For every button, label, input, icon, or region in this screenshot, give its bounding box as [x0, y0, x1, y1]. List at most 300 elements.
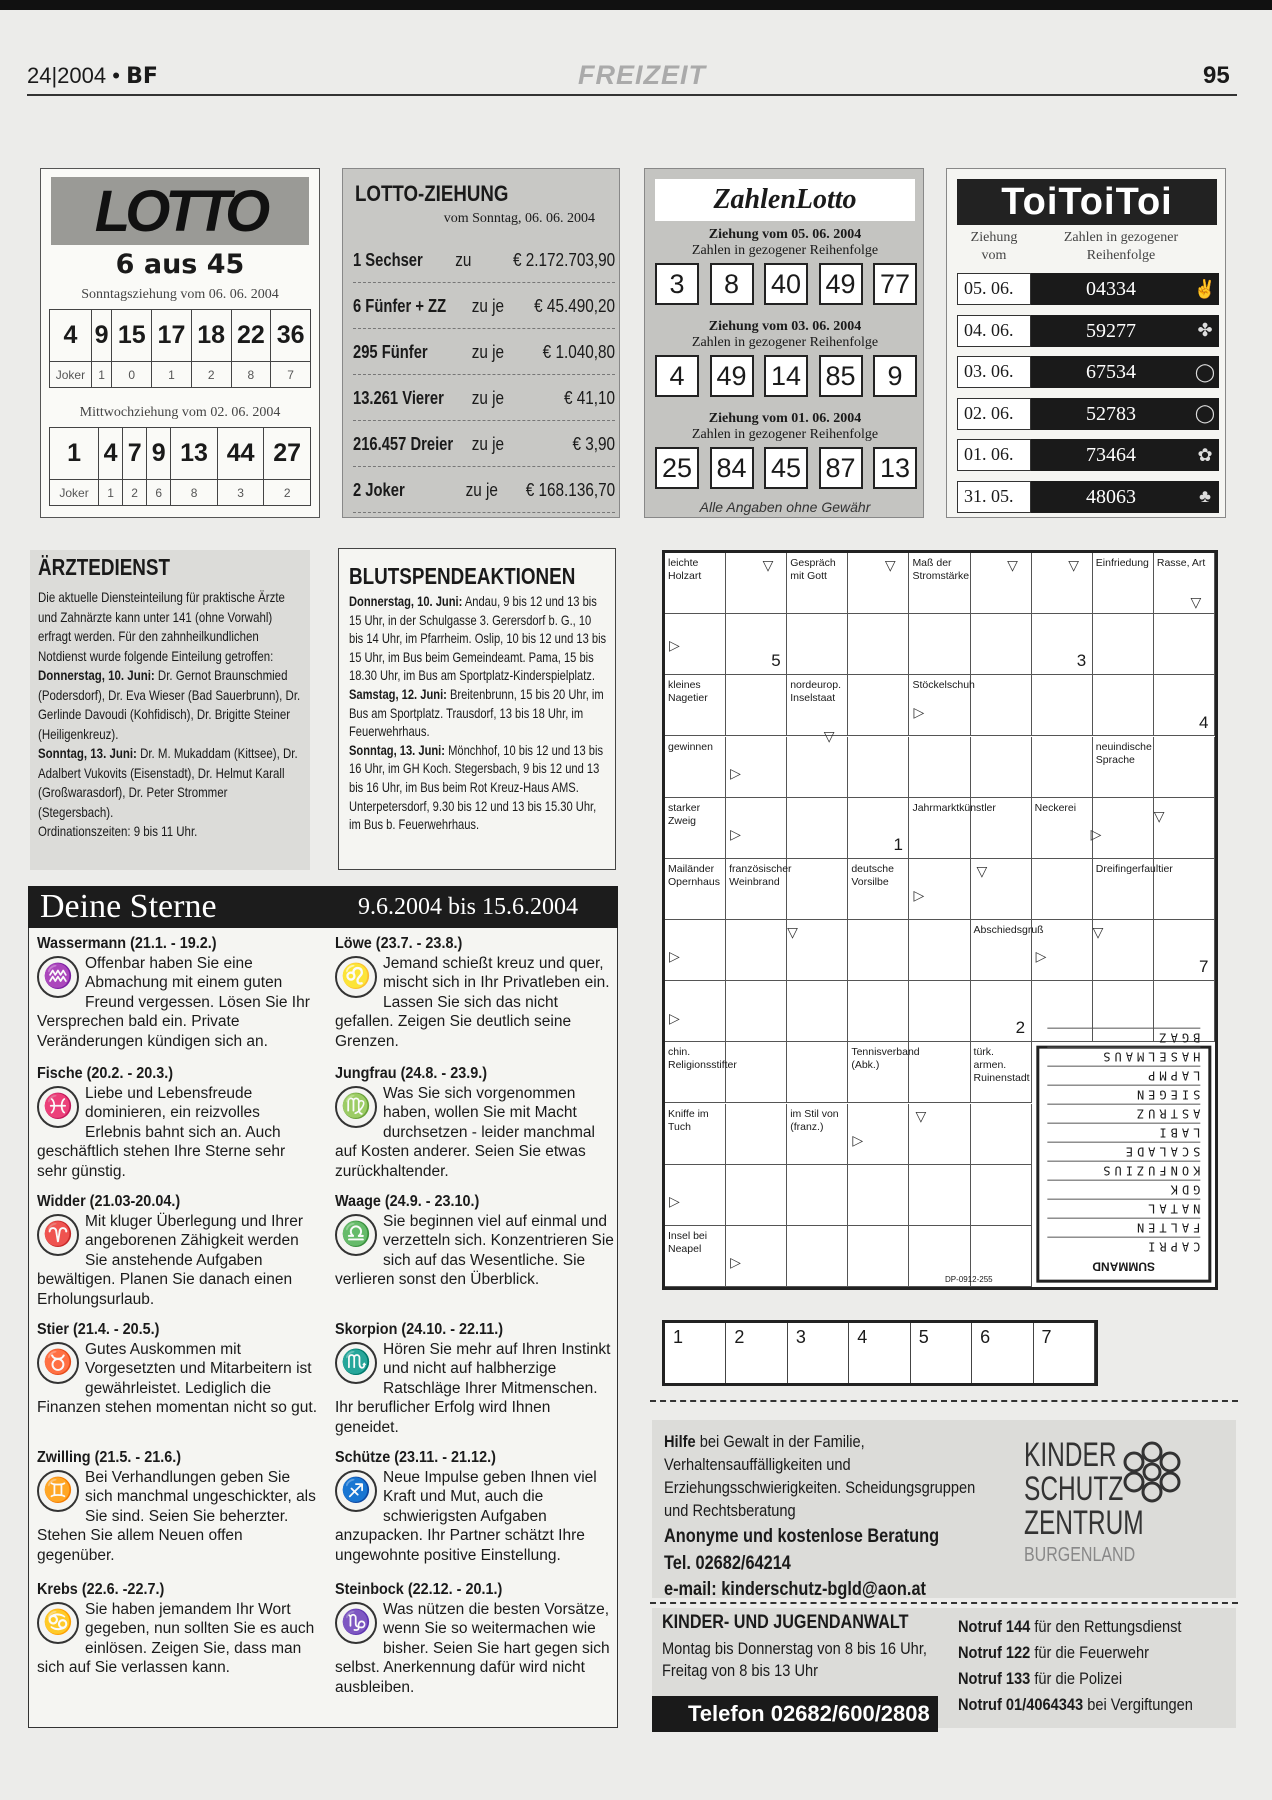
crossword-clue: Gespräch mit Gott [787, 553, 848, 614]
notruf-desc: für die Polizei [1030, 1669, 1123, 1688]
sign-text: Gutes Auskommen mit Vorgesetzten und Mitarbeitern ist gewährleistet. Lediglich die Finanzen stehen momentan nicht so gut. [37, 1340, 318, 1417]
sign-heading: Stier (21.4. - 20.5.) [37, 1321, 160, 1338]
lotto-number: 22 [231, 310, 271, 362]
notruf-line [958, 1666, 1199, 1692]
toi-number: 52783 [1031, 398, 1191, 430]
crossword-code: DP-0912-255 [945, 1275, 993, 1284]
solution-cell[interactable]: 3 [788, 1323, 849, 1383]
horoscope-sign [37, 1448, 319, 1566]
zl-number: 85 [819, 355, 863, 397]
sign-text: Sie haben jemandem Ihr Wort gegeben, nun sollten Sie es auch einlösen. Zeigen Sie, dass man sich auf Sie verlassen kann. [37, 1600, 315, 1677]
zodiac-icon: ♋ [37, 1602, 79, 1644]
joker-digit: 2 [123, 480, 147, 506]
lotto-number: 36 [271, 310, 311, 362]
arrow-right-icon: ▷ [913, 887, 925, 904]
kj-title: KINDER- UND JUGENDANWALT [662, 1612, 909, 1633]
toi-number: 67534 [1031, 356, 1191, 388]
blut-day3: Sonntag, 13. Juni: [349, 742, 446, 758]
crossword-cell[interactable] [848, 1165, 909, 1226]
solution-word: LABI [1047, 1123, 1200, 1142]
horoscope-sign [37, 1192, 319, 1310]
zl-draw-title: Ziehung vom 03. 06. 2004 [708, 319, 862, 334]
joker-digit: 0 [112, 362, 152, 388]
arrow-right-icon: ▷ [730, 826, 741, 843]
joker-digit: 2 [191, 362, 231, 388]
notruf-list [958, 1614, 1238, 1718]
joker-digit: 2 [264, 480, 311, 506]
zl-caption [645, 227, 925, 259]
ziehung-row [353, 423, 615, 467]
lotto-number: 4 [50, 310, 92, 362]
section-title: FREIZEIT [578, 60, 706, 90]
lotto-number: 17 [152, 310, 192, 362]
zl-draw-sub: Zahlen in gezogener Reihenfolge [691, 427, 879, 442]
crossword-clue: nordeurop. Inselstaat [787, 675, 848, 736]
toi-row [957, 481, 1219, 513]
ziehung-subtitle: vom Sonntag, 06. 06. 2004 [443, 211, 595, 226]
horoscope-sign [335, 1448, 617, 1566]
arrow-down-icon: ▽ [787, 924, 798, 940]
crossword-cell[interactable] [1032, 859, 1093, 920]
ziehung-row [353, 377, 615, 421]
zodiac-icon: ♐ [335, 1470, 377, 1512]
horoscope-box [28, 928, 618, 1728]
crossword-cell[interactable] [971, 675, 1032, 736]
toi-date: 01. 06. [957, 439, 1031, 471]
lotto-number: 13 [171, 428, 218, 480]
crossword-clue: kleines Nagetier [665, 675, 726, 736]
toi-date: 02. 06. [957, 398, 1031, 430]
sign-heading: Wassermann (21.1. - 19.2.) [37, 935, 217, 952]
arrow-down-icon: ▽ [1007, 557, 1018, 573]
crossword-cell[interactable] [787, 798, 848, 859]
solution-number: 2 [1015, 1018, 1026, 1038]
crossword-solution-row [662, 1320, 1098, 1386]
hilfe-beratung: Anonyme und kostenlose Beratung [664, 1526, 940, 1547]
zodiac-icon: ♌ [335, 956, 377, 998]
horoscope-sign [37, 1064, 319, 1182]
sign-heading: Skorpion (24.10. - 22.11.) [335, 1321, 504, 1338]
notruf-desc: für den Rettungsdienst [1030, 1617, 1182, 1636]
arrow-down-icon: ▽ [1190, 593, 1202, 610]
crossword-solution-grid [1036, 1030, 1211, 1283]
toitoitoi-logo: ToiToiToi [957, 179, 1217, 225]
joker-label: Joker [50, 480, 99, 506]
ziehung-row [353, 239, 615, 283]
solution-word: FALTEN [1047, 1218, 1200, 1237]
arrow-right-icon: ▷ [1090, 826, 1102, 843]
kinderschutz-ad [652, 1420, 1236, 1598]
crossword-cell[interactable] [787, 1226, 848, 1287]
zodiac-icon: ♍ [335, 1086, 377, 1128]
zahlenlotto-footer: Alle Angaben ohne Gewähr [699, 499, 871, 515]
notruf-line [958, 1640, 1199, 1666]
blut-text1: Andau, 9 bis 12 und 13 bis 15 Uhr, in der Schulgasse 3. Gerersdorf b. G., 10 bis 14 Uhr, im Pfarrheim. Oslip, 10 bis 12 und 13 bis 15 Uhr, im Bus beim Gemeindeamt. Pama, 15 bis 18.30 Uhr, im Bus am Sportplatz-Kinderspielplatz. [349, 594, 607, 684]
crossword-cell[interactable] [787, 859, 848, 920]
zl-number-row [655, 447, 917, 489]
joker-digit: 8 [231, 362, 271, 388]
crossword-cell[interactable] [787, 1165, 848, 1226]
lotto-number: 4 [99, 428, 123, 480]
crossword-clue: neuindische Sprache [1093, 737, 1154, 798]
blut-body [349, 593, 608, 835]
crossword-cell[interactable] [726, 981, 787, 1042]
crossword [662, 550, 1218, 1290]
blutspende-article [338, 548, 616, 870]
crossword-cell[interactable] [848, 675, 909, 736]
zodiac-icon: ♊ [37, 1470, 79, 1512]
crossword-cell[interactable] [848, 614, 909, 675]
arrow-down-icon: ▽ [915, 1107, 927, 1124]
zahlenlotto-box [644, 168, 924, 518]
header-rule [27, 94, 1237, 96]
lotto-number: 18 [191, 310, 231, 362]
crossword-cell[interactable] [726, 1165, 787, 1226]
solution-cell[interactable]: 6 [972, 1323, 1033, 1383]
horoscope-header [28, 886, 618, 928]
zodiac-icon: ♑ [335, 1602, 377, 1644]
toi-row [957, 439, 1219, 471]
toi-date: 04. 06. [957, 315, 1031, 347]
logo-line4: BURGENLAND [1024, 1544, 1136, 1566]
arrow-down-icon: ▽ [976, 862, 988, 879]
crossword-cell[interactable] [787, 614, 848, 675]
solution-word: BGAZ [1047, 1028, 1200, 1047]
sign-heading: Zwilling (21.5. - 21.6.) [37, 1449, 182, 1466]
crossword-cell[interactable] [909, 920, 970, 981]
sign-heading: Krebs (22.6. -22.7.) [37, 1581, 165, 1598]
logo-line1: KINDER [1024, 1436, 1117, 1474]
dashed-divider-2 [650, 1602, 1238, 1604]
crossword-cell[interactable] [848, 553, 909, 614]
dashed-divider [650, 1400, 1238, 1402]
crossword-cell[interactable] [909, 981, 970, 1042]
crossword-cell[interactable] [787, 737, 848, 798]
horoscope-sign [335, 1320, 617, 1438]
solution-word: NATAL [1047, 1199, 1200, 1218]
lucky-symbol-icon: ✌ [1191, 273, 1219, 305]
arrow-right-icon: ▷ [669, 636, 680, 653]
zl-number: 8 [710, 263, 754, 305]
zl-number: 13 [873, 447, 917, 489]
crossword-cell[interactable] [909, 1165, 970, 1226]
horoscope-sign [335, 934, 617, 1052]
horoscope-sign [335, 1064, 617, 1182]
aerzte-hours: Ordinationszeiten: 9 bis 11 Uhr. [38, 823, 198, 839]
crossword-clue: Dreifingerfaultier [1093, 859, 1154, 920]
lucky-symbol-icon: ◯ [1191, 356, 1219, 388]
lucky-symbol-icon: ✤ [1191, 315, 1219, 347]
crossword-cell[interactable] [1154, 614, 1215, 675]
blut-title: BLUTSPENDEAKTIONEN [349, 563, 576, 589]
kj-hours: Montag bis Donnerstag von 8 bis 16 Uhr, Freitag von 8 bis 13 Uhr [662, 1639, 927, 1680]
blut-text3: Mönchhof, 10 bis 12 und 13 bis 16 Uhr, im GH Koch. Stegersbach, 9 bis 12 und 13 bis 16 Uhr, im Bus beim Rot Kreuz-Haus AMS. Unterpetersdorf, 9.30 bis 12 und 13 bis 15.30 Uhr, im Bus b. Feuerwehrhaus. [349, 742, 604, 833]
ziehung-amount: € 45.490,20 [534, 296, 615, 316]
zodiac-icon: ♒ [37, 956, 79, 998]
notruf-line [958, 1614, 1199, 1640]
solution-word: LAPMP [1047, 1066, 1200, 1085]
lotto-subtitle: 6 aus 45 [115, 249, 245, 280]
lucky-symbol-icon: ◯ [1191, 398, 1219, 430]
joker-digit: 1 [91, 362, 112, 388]
lotto-number: 9 [91, 310, 112, 362]
arrow-right-icon: ▷ [730, 764, 741, 781]
crossword-clue: Einfriedung [1093, 553, 1154, 614]
zl-draw-sub: Zahlen in gezogener Reihenfolge [691, 335, 879, 350]
joker-digit: 3 [217, 480, 264, 506]
solution-word: ASTRUZ [1047, 1104, 1200, 1123]
crossword-cell[interactable] [1032, 553, 1093, 614]
horoscope-sign [37, 1580, 319, 1678]
zodiac-icon: ♈ [37, 1214, 79, 1256]
flower-icon [1120, 1440, 1184, 1504]
solution-word: HASELMAUS [1047, 1047, 1200, 1066]
solution-cell[interactable]: 5 [911, 1323, 972, 1383]
sign-heading: Waage (24.9. - 23.10.) [335, 1193, 480, 1210]
ziehung-rank: 295 Fünfer [353, 342, 428, 362]
toi-number: 04334 [1031, 273, 1191, 305]
crossword-cell[interactable] [726, 675, 787, 736]
toi-date: 03. 06. [957, 356, 1031, 388]
sign-text: Jemand schießt kreuz und quer, mischt sich in Ihr Privatleben ein. Lassen Sie sich das nicht gefallen. Zeigen Sie deutlich seine Grenzen. [335, 954, 610, 1050]
aerzte-body [38, 588, 302, 842]
sign-text: Was nützen die besten Vorsätze, wenn Sie so weitermachen wie bisher. Seien Sie hart gegen sich selbst. Anerkennung dafür wird nicht ausbleiben. [335, 1600, 610, 1696]
zodiac-icon: ♏ [335, 1342, 377, 1384]
crossword-clue: französischer Weinbrand [726, 859, 787, 920]
crossword-cell[interactable] [971, 1104, 1032, 1165]
notruf-line [958, 1692, 1199, 1718]
ziehung-per: zu je [471, 342, 505, 362]
sign-text: Liebe und Lebensfreude dominieren, ein reizvolles Erlebnis bahnt sich an. Auch geschäftlich stehen Ihre Sterne sehr sehr günstig. [37, 1084, 286, 1180]
crossword-cell[interactable] [971, 737, 1032, 798]
crossword-cell[interactable] [726, 553, 787, 614]
zl-number: 45 [764, 447, 808, 489]
notruf-desc: für die Feuerwehr [1030, 1643, 1149, 1662]
solution-cell[interactable]: 4 [849, 1323, 910, 1383]
toi-col2-header: Zahlen in gezogener Reihenfolge [1063, 230, 1179, 263]
lotto-logo: LOTTO [51, 177, 309, 245]
solution-cell[interactable]: 7 [1034, 1323, 1095, 1383]
crossword-cell[interactable] [848, 737, 909, 798]
ziehung-per: zu je [471, 434, 505, 454]
hilfe-desc: bei Gewalt in der Familie, Verhaltensauffälligkeiten und Erziehungsschwierigkeiten. Scheidungsgruppen und Rechtsberatung [664, 1432, 976, 1520]
aerzte-text1: Dr. Gernot Braunschmied (Podersdorf), Dr. Eva Wieser (Bad Sauerbrunn), Dr. Gerlinde Davoudi (Kohfidisch), Dr. Brigitte Steiner (Heiligenkreuz). [38, 667, 301, 742]
solution-cell[interactable]: 2 [726, 1323, 787, 1383]
crossword-cell[interactable] [1032, 675, 1093, 736]
zodiac-icon: ♉ [37, 1342, 79, 1384]
toi-number: 59277 [1031, 315, 1191, 347]
lotto-number: 9 [147, 428, 171, 480]
arrow-right-icon: ▷ [913, 703, 925, 720]
joker-digit: 1 [152, 362, 192, 388]
aerzte-day2: Sonntag, 13. Juni: [38, 745, 137, 761]
arrow-right-icon: ▷ [1035, 948, 1047, 965]
ziehung-rank: 6 Fünfer + ZZ [353, 296, 447, 316]
horoscope-sign [335, 1580, 617, 1698]
toi-row [957, 356, 1219, 388]
crossword-cell[interactable] [971, 614, 1032, 675]
sign-text: Neue Impulse geben Ihnen viel Kraft und Mut, auch die schwierigsten Aufgaben anzupacken. Ihr Partner schätzt Ihre ungewohnte positive Einstellung. [335, 1468, 597, 1564]
blut-day1: Donnerstag, 10. Juni: [349, 594, 463, 609]
toi-row [957, 315, 1219, 347]
zl-caption [645, 411, 925, 443]
sunday-table [49, 309, 311, 388]
aerzte-intro: Die aktuelle Diensteinteilung für praktische Ärzte und Zahnärzte kann unter 141 (ohne Vorwahl) erfragt werden. Für den zahnheilkundlichen Notdienst wurde folgende Einteilung getroffen: [38, 589, 285, 664]
solution-word: CAPRI [1047, 1237, 1200, 1256]
crossword-clue: Jahrmarktkünstler [909, 798, 970, 859]
crossword-clue: Neckerei [1032, 798, 1093, 859]
arrow-down-icon: ▽ [1092, 924, 1104, 940]
solution-word: SIEGEN [1047, 1085, 1200, 1104]
sign-heading: Löwe (23.7. - 23.8.) [335, 935, 463, 952]
notruf-number: Notruf 144 [958, 1617, 1031, 1636]
zl-draw-title: Ziehung vom 01. 06. 2004 [708, 411, 862, 426]
lucky-symbol-icon: ✿ [1191, 439, 1219, 471]
toi-number: 73464 [1031, 439, 1191, 471]
crossword-cell[interactable] [848, 981, 909, 1042]
hilfe-email: e-mail: kinderschutz-bgld@aon.at [664, 1579, 926, 1600]
crossword-cell[interactable] [787, 981, 848, 1042]
zl-number: 49 [710, 355, 754, 397]
crossword-clue: deutsche Vorsilbe [848, 859, 909, 920]
zl-number: 49 [819, 263, 863, 305]
crossword-cell[interactable] [1093, 675, 1154, 736]
lotto-number: 15 [112, 310, 152, 362]
sign-text: Bei Verhandlungen geben Sie sich manchmal ungeschickter, als Sie sind. Seien Sie beherzter. Stehen Sie allem Neuen offen gegenüber. [37, 1468, 316, 1564]
zl-draw-title: Ziehung vom 05. 06. 2004 [708, 227, 862, 242]
solution-cell[interactable]: 1 [665, 1323, 726, 1383]
notruf-desc: bei Vergiftungen [1083, 1695, 1193, 1714]
ziehung-row [353, 331, 615, 375]
page-number: 95 [1203, 62, 1230, 89]
solution-word: SCALADE [1047, 1142, 1200, 1161]
lucky-symbol-icon: ♣ [1191, 481, 1219, 513]
kj-telephone: Telefon 02682/600/2808 [652, 1696, 938, 1732]
sign-text: Offenbar haben Sie eine Abmachung mit einem guten Freund vergessen. Lösen Sie Ihr Versprechen bald ein. Private Veränderungen kündigen sich an. [37, 954, 310, 1050]
crossword-cell[interactable] [909, 614, 970, 675]
ziehung-amount: € 3,90 [572, 434, 615, 454]
solution-number: 1 [893, 834, 903, 854]
toi-col1-header: Ziehung vom [970, 230, 1018, 263]
zl-number: 25 [655, 447, 699, 489]
hilfe-text [664, 1430, 999, 1605]
crossword-cell[interactable] [1154, 737, 1215, 798]
lotto-number: 27 [264, 428, 311, 480]
crossword-clue: Tennisverband (Abk.) [848, 1042, 909, 1103]
crossword-cell[interactable] [848, 1226, 909, 1287]
notruf-number: Notruf 122 [958, 1643, 1031, 1662]
issue-label: 24|2004 • BF [27, 63, 158, 89]
crossword-clue: Kniffe im Tuch [665, 1104, 726, 1165]
ziehung-per: zu je [465, 480, 499, 500]
lotto-number: 7 [123, 428, 147, 480]
crossword-clue: starker Zweig [665, 798, 726, 859]
wed-caption: Mittwochziehung vom 02. 06. 2004 [79, 405, 281, 420]
arrow-right-icon: ▷ [669, 1193, 680, 1210]
aerzte-day1: Donnerstag, 10. Juni: [38, 667, 155, 683]
crossword-clue: Maß der Stromstärke [909, 553, 970, 614]
joker-digit: 1 [99, 480, 123, 506]
zl-number: 4 [655, 355, 699, 397]
crossword-cell[interactable] [726, 920, 787, 981]
crossword-clue: Rasse, Art [1154, 553, 1215, 614]
sign-heading: Fische (20.2. - 20.3.) [37, 1065, 174, 1082]
arrow-right-icon: ▷ [730, 1254, 741, 1271]
crossword-cell[interactable] [971, 1165, 1032, 1226]
ziehung-per: zu je [471, 388, 505, 408]
sign-heading: Steinbock (22.12. - 20.1.) [335, 1581, 503, 1598]
ziehung-amount: € 1.040,80 [542, 342, 615, 362]
arrow-down-icon: ▽ [1068, 557, 1079, 573]
crossword-cell[interactable] [726, 1104, 787, 1165]
sign-heading: Jungfrau (24.8. - 23.9.) [335, 1065, 488, 1082]
notruf-number: Notruf 133 [958, 1669, 1031, 1688]
zl-number: 84 [710, 447, 754, 489]
crossword-clue: im Stil von (franz.) [787, 1104, 848, 1165]
sign-text: Hören Sie mehr auf Ihren Instinkt und nicht auf halbherzige Ratschläge Ihrer Mitmenschen. Ihr beruflicher Erfolg wird Ihnen geneidet. [335, 1340, 611, 1436]
crossword-clue: Abschiedsgruß [971, 920, 1032, 981]
arrow-down-icon: ▽ [884, 557, 896, 573]
solution-word: KONFUZIUS [1047, 1161, 1200, 1180]
crossword-cell[interactable] [971, 553, 1032, 614]
crossword-clue: Insel bei Neapel [665, 1226, 726, 1287]
aerzte-title: ÄRZTEDIENST [38, 554, 171, 580]
notruf-number: Notruf 01/4064343 [958, 1695, 1084, 1714]
zl-number: 3 [655, 263, 699, 305]
zodiac-icon: ♓ [37, 1086, 79, 1128]
crossword-cell[interactable] [1032, 737, 1093, 798]
toi-row [957, 398, 1219, 430]
crossword-cell[interactable] [848, 920, 909, 981]
toi-row [957, 273, 1219, 305]
arrow-right-icon: ▷ [852, 1131, 864, 1148]
arrow-down-icon: ▽ [823, 728, 835, 745]
crossword-grid [662, 550, 1218, 1290]
crossword-cell[interactable] [1090, 798, 1154, 859]
crossword-cell[interactable] [726, 1042, 787, 1103]
crossword-cell[interactable] [909, 737, 970, 798]
ziehung-row [353, 469, 615, 513]
crossword-cell[interactable] [787, 1042, 848, 1103]
sunday-caption: Sonntagsziehung vom 06. 06. 2004 [81, 287, 279, 302]
zl-number-row [655, 355, 917, 397]
toi-date: 05. 06. [957, 273, 1031, 305]
horoscope-sign [37, 1320, 319, 1418]
sign-text: Sie beginnen viel auf einmal und verzetteln sich. Konzentrieren Sie sich auf das Wesentliche. Sie verlieren sonst den Überblick. [335, 1212, 614, 1289]
crossword-clue: gewinnen [665, 737, 726, 798]
lotto-number: 44 [217, 428, 264, 480]
kinderschutz-logo [1024, 1438, 1224, 1588]
ziehung-amount: € 41,10 [563, 388, 615, 408]
ziehung-rank: 216.457 Dreier [353, 434, 454, 454]
lotto-box [40, 168, 320, 518]
zl-number: 9 [873, 355, 917, 397]
joker-label: Joker [50, 362, 92, 388]
ziehung-rank: 1 Sechser [353, 250, 423, 270]
joker-digit: 7 [271, 362, 311, 388]
solution-number: 4 [1199, 712, 1209, 732]
ziehung-per: zu [455, 250, 472, 270]
sign-text: Was Sie sich vorgenommen haben, wollen Sie mit Macht durchsetzen - leider manchmal auf Kosten anderer. Seien Sie etwas zurückhaltender. [335, 1084, 595, 1180]
crossword-cell[interactable] [1093, 614, 1154, 675]
zl-number: 40 [764, 263, 808, 305]
top-rule [0, 0, 1272, 10]
crossword-clue: chin. Religionsstifter [665, 1042, 726, 1103]
horoscope-date: 9.6.2004 bis 15.6.2004 [358, 894, 579, 920]
solution-title: SUMMAND [1091, 1259, 1155, 1274]
logo-line3: ZENTRUM [1024, 1504, 1144, 1542]
sign-heading: Schütze (23.11. - 21.12.) [335, 1449, 496, 1466]
